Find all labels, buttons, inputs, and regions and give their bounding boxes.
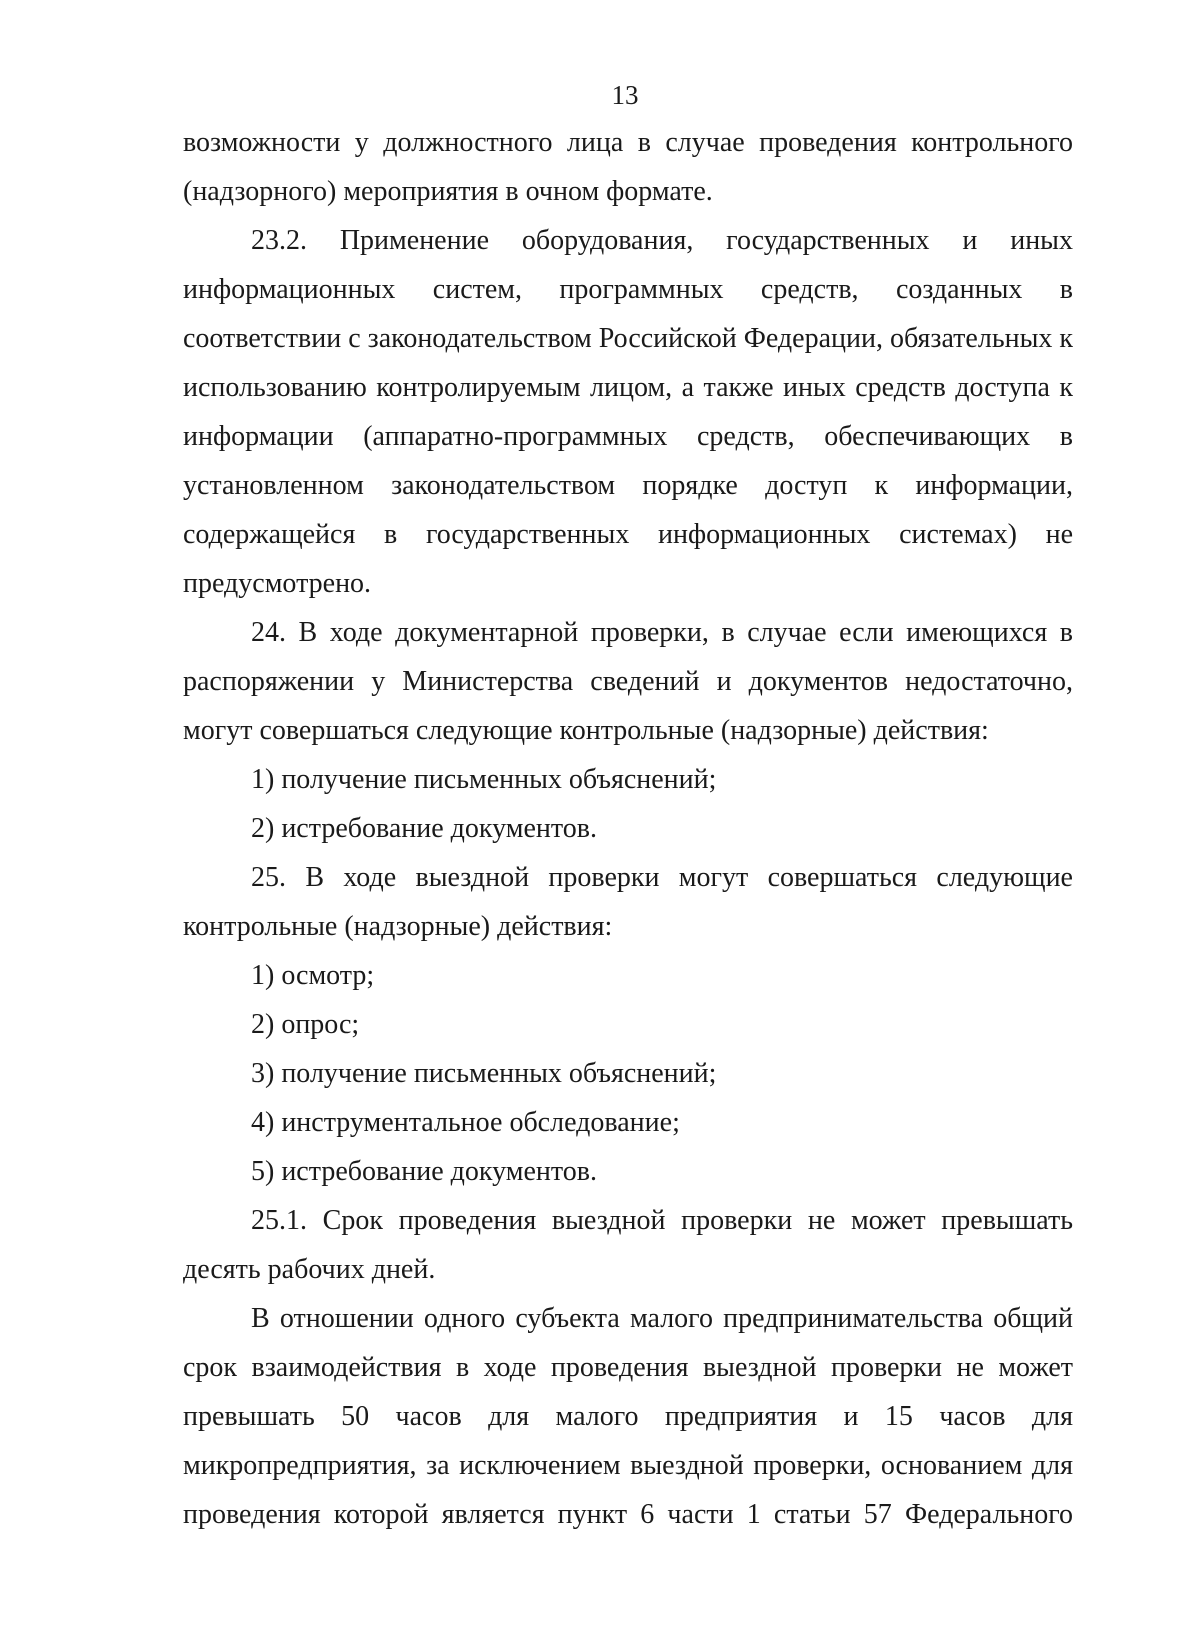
list-item: 1) получение письменных объяснений;: [251, 764, 717, 795]
document-body: [183, 118, 1073, 1539]
paragraph-24: 24. В ходе документарной проверки, в случае если имеющихся в распоряжении у Министерства сведений и документов недостаточно, могут совершаться следующие контрольные (надзорные) действия:: [183, 617, 1073, 746]
list-item: 4) инструментальное обследование;: [251, 1107, 680, 1138]
paragraph-continuation: возможности у должностного лица в случае проведения контрольного (надзорного) мероприятия в очном формате.: [183, 127, 1073, 207]
list-item: 2) истребование документов.: [251, 813, 597, 844]
paragraph-23-2: 23.2. Применение оборудования, государственных и иных информационных систем, программных средств, созданных в соответствии с законодательством Российской Федерации, обязательных к использованию контролируемым лицом, а также иных средств доступа к информации (аппаратно-программных средств, обеспечивающих в установленном законодательством порядке доступ к информации, содержащейся в государственных информационных системах) не предусмотрено.: [183, 225, 1073, 599]
paragraph-small-business: В отношении одного субъекта малого предпринимательства общий срок взаимодействия в ходе проведения выездной проверки не может превышать 50 часов для малого предприятия и 15 часов для микропредприятия, за исключением выездной проверки, основанием для проведения которой является пункт 6 части 1 статьи 57 Федерального: [183, 1303, 1073, 1530]
page-number: 13: [611, 80, 639, 110]
paragraph-25: 25. В ходе выездной проверки могут совершаться следующие контрольные (надзорные) действия:: [183, 862, 1073, 942]
list-item: 1) осмотр;: [251, 960, 375, 991]
list-item: 2) опрос;: [251, 1009, 360, 1040]
paragraph-25-1: 25.1. Срок проведения выездной проверки не может превышать десять рабочих дней.: [183, 1205, 1073, 1285]
list-item: 3) получение письменных объяснений;: [251, 1058, 717, 1089]
list-item: 5) истребование документов.: [251, 1156, 597, 1187]
